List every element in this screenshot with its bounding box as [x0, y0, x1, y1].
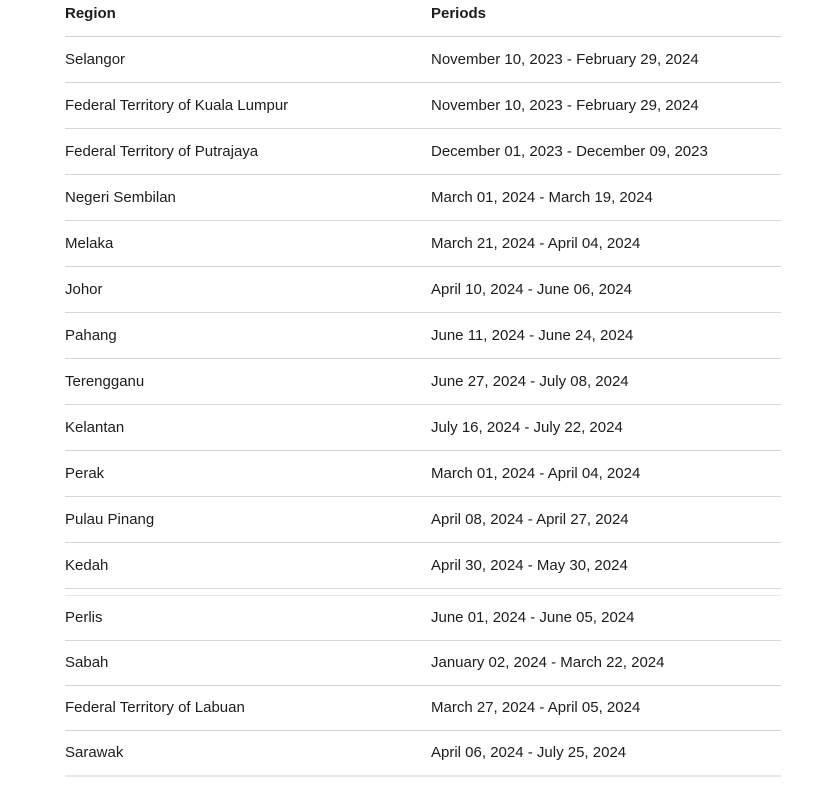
table-row — [65, 83, 781, 129]
table-header-row — [65, 0, 781, 37]
table-row — [65, 596, 781, 641]
table-row — [65, 451, 781, 497]
region-cell: Federal Territory of Kuala Lumpur — [65, 96, 289, 114]
table-row — [65, 359, 781, 405]
period-cell: March 27, 2024 - April 05, 2024 — [431, 699, 641, 716]
period-cell: December 01, 2023 - December 09, 2023 — [431, 142, 708, 160]
period-cell: March 21, 2024 - April 04, 2024 — [431, 234, 641, 252]
region-cell: Federal Territory of Labuan — [65, 699, 245, 716]
period-cell: March 01, 2024 - April 04, 2024 — [431, 464, 641, 482]
period-cell: November 10, 2023 - February 29, 2024 — [431, 50, 699, 68]
table-row — [65, 497, 781, 543]
region-cell: Johor — [65, 280, 103, 298]
period-cell: April 30, 2024 - May 30, 2024 — [431, 556, 628, 574]
region-cell: Pahang — [65, 326, 117, 344]
region-cell: Terengganu — [65, 372, 145, 390]
table-row — [65, 543, 781, 589]
region-cell: Kedah — [65, 556, 109, 574]
table-row — [65, 641, 781, 686]
region-cell: Sabah — [65, 654, 109, 671]
table-body-primary — [65, 37, 781, 589]
table-row — [65, 267, 781, 313]
region-cell: Sarawak — [65, 744, 124, 761]
region-cell: Negeri Sembilan — [65, 188, 176, 206]
regions-periods-table — [65, 0, 781, 777]
period-cell: June 11, 2024 - June 24, 2024 — [431, 326, 634, 344]
table-row — [65, 37, 781, 83]
period-cell: July 16, 2024 - July 22, 2024 — [431, 418, 623, 436]
table-row — [65, 175, 781, 221]
column-header-periods: Periods — [431, 5, 487, 22]
period-cell: June 01, 2024 - June 05, 2024 — [431, 609, 635, 626]
region-cell: Perak — [65, 464, 105, 482]
period-cell: April 06, 2024 - July 25, 2024 — [431, 744, 627, 761]
period-cell: June 27, 2024 - July 08, 2024 — [431, 372, 629, 390]
table-body-secondary — [65, 596, 781, 777]
region-cell: Selangor — [65, 50, 126, 68]
table-row — [65, 221, 781, 267]
region-cell: Pulau Pinang — [65, 510, 155, 528]
region-cell: Melaka — [65, 234, 114, 252]
period-cell: April 08, 2024 - April 27, 2024 — [431, 510, 629, 528]
table-row — [65, 731, 781, 777]
table-row — [65, 129, 781, 175]
regions-table-primary — [65, 0, 781, 589]
regions-table-secondary — [65, 595, 781, 777]
region-cell: Federal Territory of Putrajaya — [65, 142, 259, 160]
column-header-region: Region — [65, 5, 116, 22]
table-row — [65, 405, 781, 451]
period-cell: March 01, 2024 - March 19, 2024 — [431, 188, 653, 206]
table-row — [65, 686, 781, 731]
period-cell: April 10, 2024 - June 06, 2024 — [431, 280, 632, 298]
period-cell: November 10, 2023 - February 29, 2024 — [431, 96, 699, 114]
region-cell: Perlis — [65, 609, 103, 626]
region-cell: Kelantan — [65, 418, 125, 436]
period-cell: January 02, 2024 - March 22, 2024 — [431, 654, 665, 671]
table-row — [65, 313, 781, 359]
